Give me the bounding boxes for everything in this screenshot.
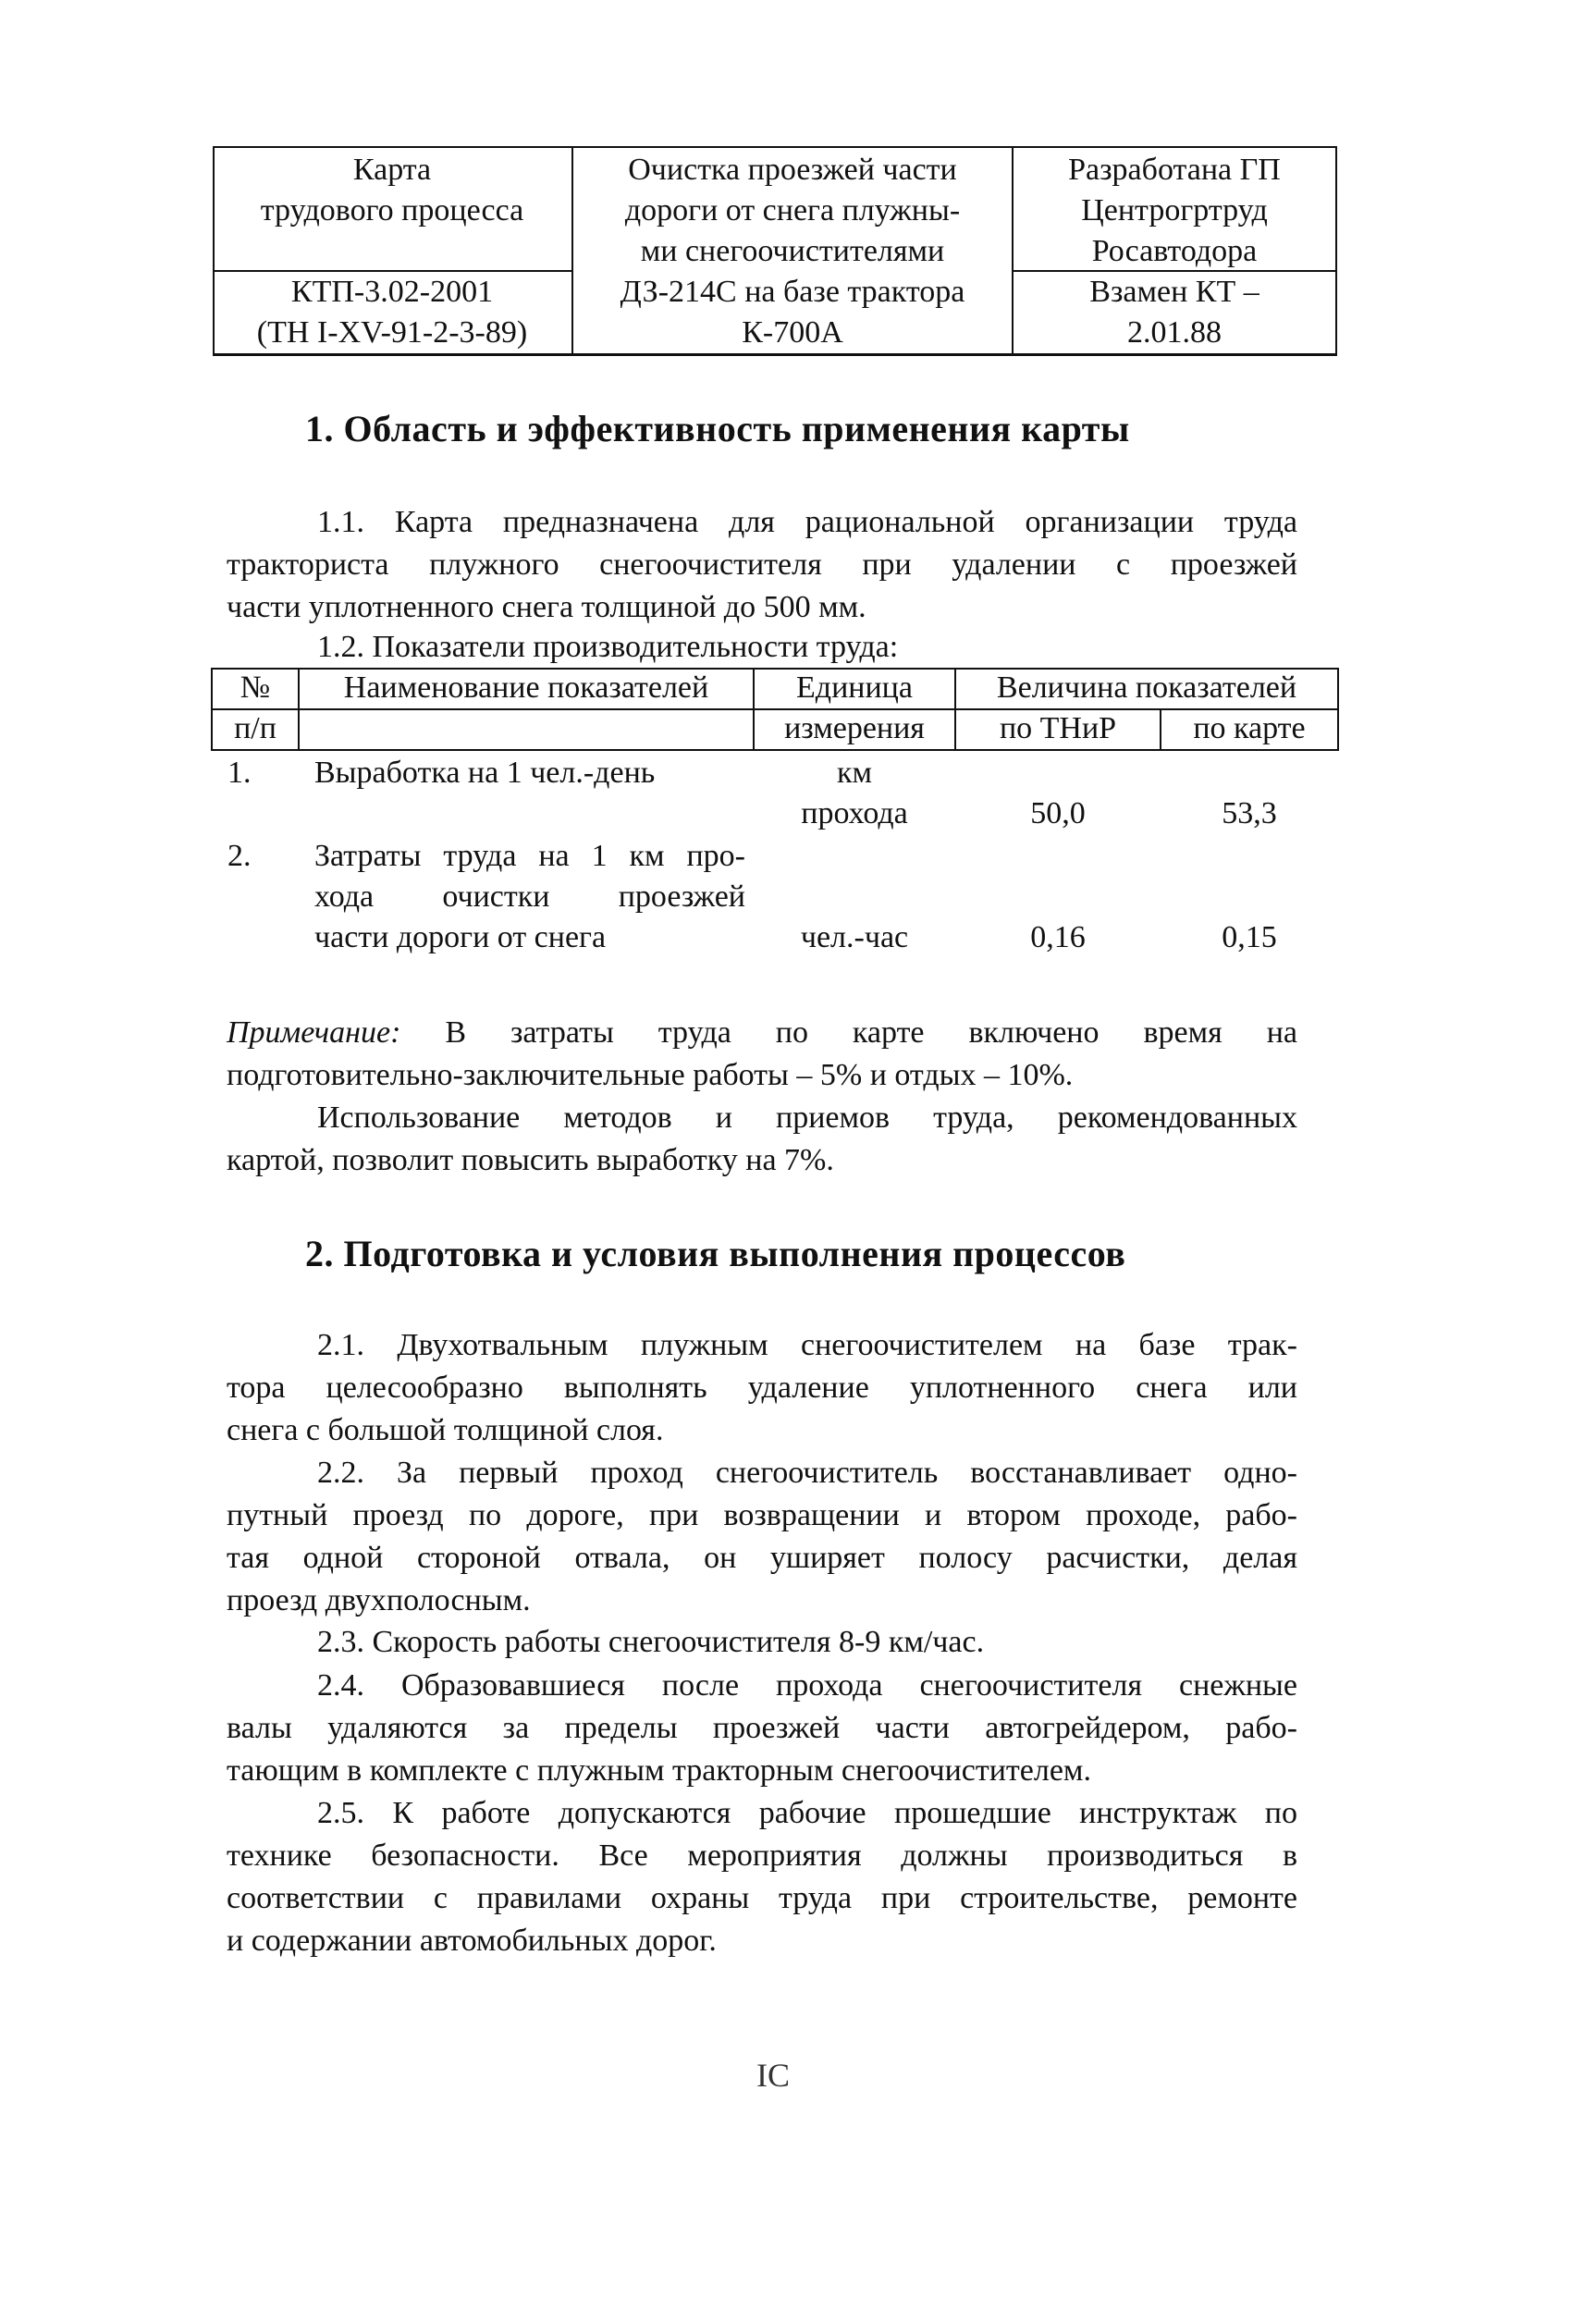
section1-heading: 1. Область и эффективность применения карты xyxy=(305,408,1130,449)
col-header-value: Величина показателей xyxy=(996,670,1297,705)
col-header-card: по карте xyxy=(1193,711,1306,745)
paragraph-1-2: 1.2. Показатели производительности труда: xyxy=(317,630,899,664)
paragraph-2-1: 2.1. Двухотвальным плужным снегоочистителем на базе трак- тора целесообразно выполнять удаление уплотненного снега или снега с большой толщиной слоя. xyxy=(227,1328,1297,1447)
table-row: 1. Выработка на 1 чел.-день км прохода 50,0 53,3 xyxy=(227,756,1277,830)
header-card-title: Очистка проезжей части дороги от снега плужны- ми снегоочистителями ДЗ-214С на базе трактора К-700А xyxy=(620,153,965,350)
note-paragraph: Примечание: В затраты труда по карте включено время на подготовительно-заключительные работы – 5% и отдых – 10%. xyxy=(227,1015,1297,1092)
note-label: Примечание: xyxy=(227,1015,401,1050)
paragraph-2-4: 2.4. Образовавшиеся после прохода снегоочистителя снежные валы удаляются за пределы проезжей части автогрейдером, рабо- тающим в комплекте с плужным тракторным снегоочистителем. xyxy=(227,1668,1297,1788)
indicators-table-header xyxy=(211,668,1339,751)
header-developer: Разработана ГП Центрогртруд Росавтодора xyxy=(1068,153,1281,268)
table-row: 2. Затраты труда на 1 км про- хода очистки проезжей части дороги от снега чел.-час 0,16 0,15 xyxy=(227,839,1277,954)
header-table xyxy=(213,146,1337,355)
col-header-num: № xyxy=(240,670,271,705)
col-header-unit: Единица xyxy=(796,670,913,705)
paragraph-2-5: 2.5. К работе допускаются рабочие прошедшие инструктаж по технике безопасности. Все мероприятия должны производиться в соответствии с правилами охраны труда при строительстве, ремонте и содержании автомобильных дорог. xyxy=(227,1796,1297,1958)
paragraph-1-1: 1.1. Карта предназначена для рациональной организации труда тракториста плужного снегоочистителя при удалении с проезжей части уплотненного снега толщиной до 500 мм. xyxy=(227,505,1297,624)
section2-heading: 2. Подготовка и условия выполнения процессов xyxy=(305,1233,1126,1274)
page-number: IC xyxy=(756,2057,790,2094)
col-header-tnir: по ТНиР xyxy=(999,711,1117,745)
col-header-unit-2: измерения xyxy=(784,711,925,745)
paragraph-2-3: 2.3. Скорость работы снегоочистителя 8-9 км/час. xyxy=(317,1625,985,1659)
col-header-name: Наименование показателей xyxy=(343,670,709,705)
paragraph-2-2: 2.2. За первый проход снегоочиститель восстанавливает одно- путный проезд по дороге, при возвращении и втором проходе, рабо- тая одной стороной отвала, он уширяет полосу расчистки, делая проезд двухполосным. xyxy=(227,1456,1297,1617)
col-header-num-2: п/п xyxy=(234,711,276,745)
header-replaces: Взамен КТ – 2.01.88 xyxy=(1089,275,1259,350)
header-card-type: Карта трудового процесса xyxy=(260,153,524,227)
header-card-code: КТП-3.02-2001 (ТН I-XV-91-2-3-89) xyxy=(256,275,528,350)
usage-paragraph: Использование методов и приемов труда, рекомендованных картой, позволит повысить выработку на 7%. xyxy=(227,1101,1297,1177)
